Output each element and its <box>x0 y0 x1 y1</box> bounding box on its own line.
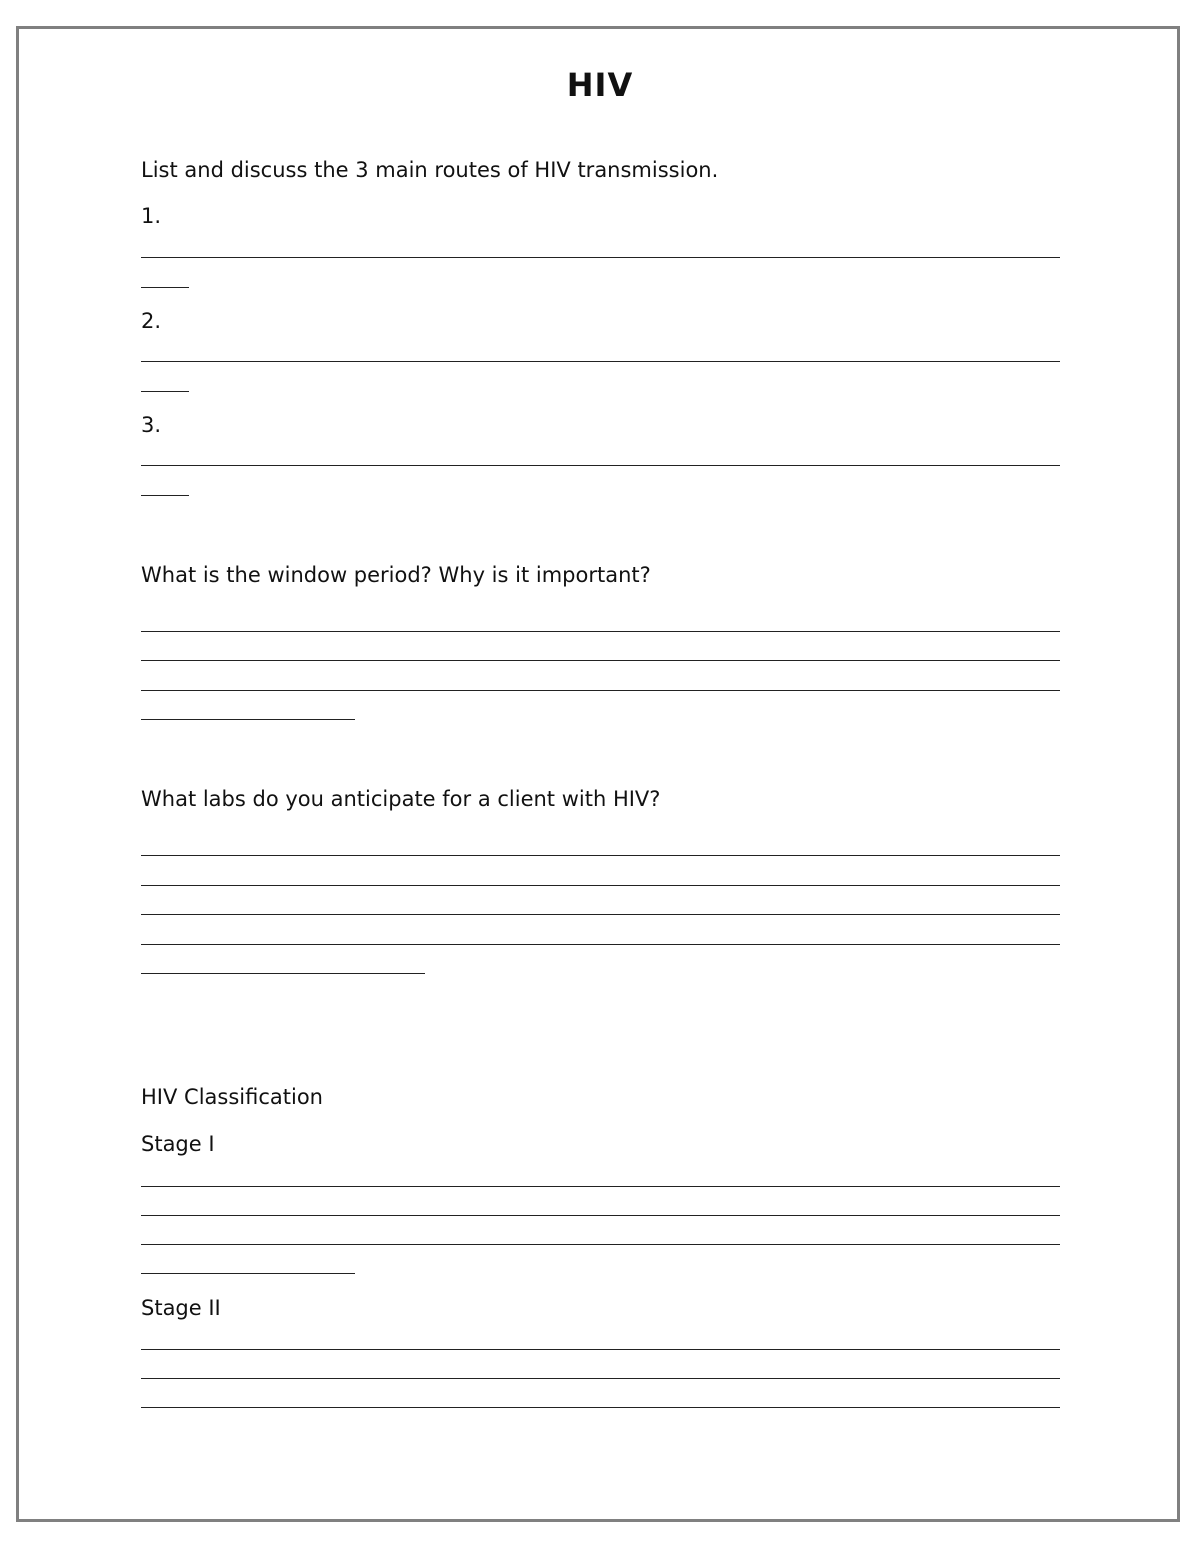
stage-2-label: Stage II <box>141 1296 221 1320</box>
answer-line-window-3[interactable] <box>141 690 1060 691</box>
classification-heading: HIV Classification <box>141 1085 323 1109</box>
answer-line-route-3-end[interactable] <box>141 495 189 496</box>
answer-line-stage1-1[interactable] <box>141 1186 1060 1187</box>
answer-line-labs-3[interactable] <box>141 914 1060 915</box>
answer-line-stage1-4[interactable] <box>141 1273 355 1274</box>
answer-line-route-3[interactable] <box>141 465 1060 466</box>
answer-line-window-2[interactable] <box>141 660 1060 661</box>
route-item-1-label: 1. <box>141 204 162 228</box>
answer-line-stage2-1[interactable] <box>141 1349 1060 1350</box>
answer-line-window-1[interactable] <box>141 631 1060 632</box>
answer-line-labs-1[interactable] <box>141 855 1060 856</box>
answer-line-route-1[interactable] <box>141 257 1060 258</box>
answer-line-stage2-2[interactable] <box>141 1378 1060 1379</box>
stage-1-label: Stage I <box>141 1132 215 1156</box>
question-transmission-routes: List and discuss the 3 main routes of HIV transmission. <box>141 158 719 182</box>
answer-line-labs-4[interactable] <box>141 944 1060 945</box>
answer-line-stage1-2[interactable] <box>141 1215 1060 1216</box>
question-labs: What labs do you anticipate for a client with HIV? <box>141 787 661 811</box>
answer-line-labs-2[interactable] <box>141 885 1060 886</box>
question-window-period: What is the window period? Why is it important? <box>141 563 651 587</box>
route-item-2-label: 2. <box>141 309 162 333</box>
answer-line-route-2[interactable] <box>141 361 1060 362</box>
route-item-3-label: 3. <box>141 413 162 437</box>
answer-line-labs-5[interactable] <box>141 973 425 974</box>
answer-line-stage2-3[interactable] <box>141 1407 1060 1408</box>
answer-line-stage1-3[interactable] <box>141 1244 1060 1245</box>
answer-line-route-2-end[interactable] <box>141 391 189 392</box>
page-title: HIV <box>566 66 634 104</box>
answer-line-route-1-end[interactable] <box>141 287 189 288</box>
answer-line-window-4[interactable] <box>141 719 355 720</box>
